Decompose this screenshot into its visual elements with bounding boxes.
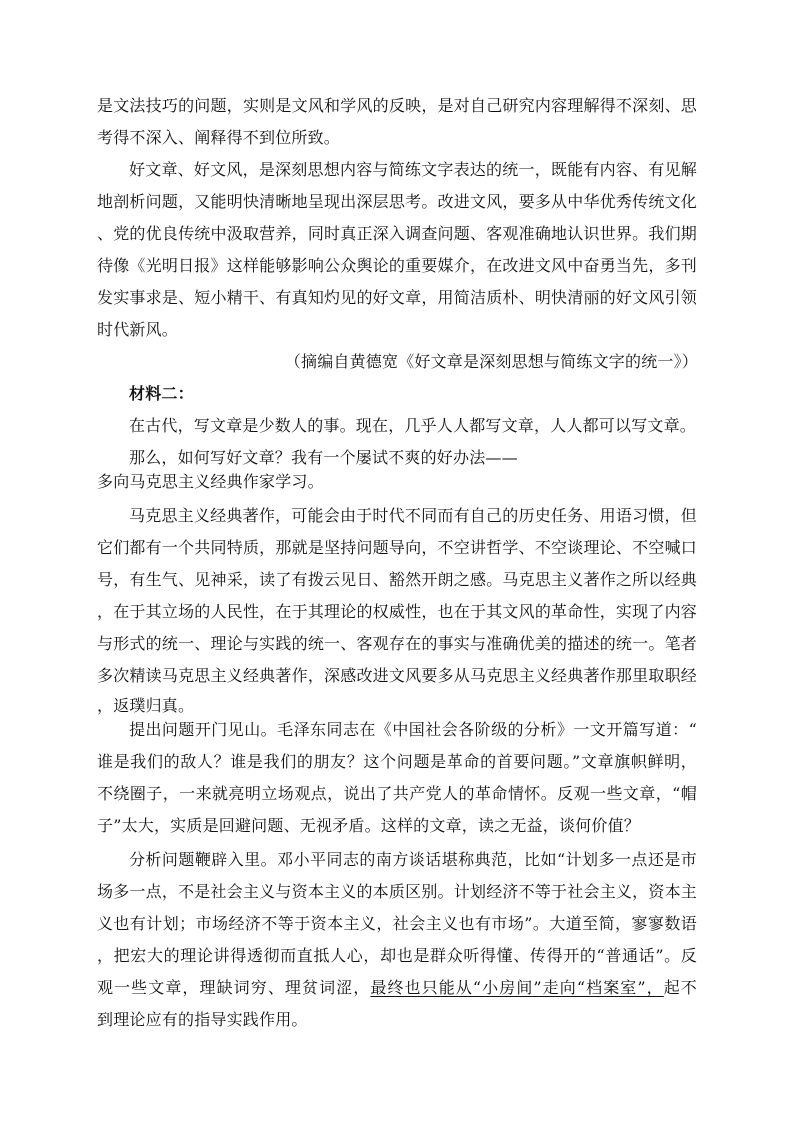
paragraph-line: 它们都有一个共同特质，那就是坚持问题导向，不空讲哲学、不空谈理论、不空喊口	[97, 538, 697, 557]
line-text: 观一些文章，理缺词穷、理贫词涩，	[97, 978, 371, 997]
paragraph-line: 地剖析问题，又能明快清晰地呈现出深层思考。改进文风，要多从中华优秀传统文化	[97, 192, 697, 211]
paragraph-line: 不绕圈子，一来就亮明立场观点，说出了共产党人的革命情怀。反观一些文章，“帽	[97, 784, 697, 803]
paragraph-line: 号，有生气、见神采，读了有拨云见日、豁然开朗之感。马克思主义著作之所以经典	[97, 570, 697, 589]
paragraph-line: ，把宏大的理论讲得透彻而直抵人心，却也是群众听得懂、传得开的“普通话”。反	[97, 946, 697, 965]
paragraph-line: 时代新风。	[97, 320, 179, 339]
paragraph-line: 马克思主义经典著作，可能会由于时代不同而有自己的历史任务、用语习惯，但	[129, 506, 697, 525]
paragraph-line: 与形式的统一、理论与实践的统一、客观存在的事实与准确优美的描述的统一。笔者	[97, 634, 697, 653]
paragraph-line: 好文章、好文风，是深刻思想内容与简练文字表达的统一，既能有内容、有见解	[129, 160, 697, 179]
line-text: 起不	[663, 978, 698, 997]
paragraph-line: 子”太大，实质是回避问题、无视矛盾。这样的文章，读之无益，谈何价值？	[97, 816, 640, 835]
paragraph-line: ，返璞归真。	[97, 696, 195, 715]
paragraph-line: 那么，如何写好文章？我有一个屡试不爽的好办法——	[129, 448, 518, 467]
paragraph-line: 提出问题开门见山。毛泽东同志在《中国社会各阶级的分析》一文开篇写道：“	[129, 720, 697, 739]
paragraph-line: 分析问题鞭辟入里。邓小平同志的南方谈话堪称典范，比如“计划多一点还是市	[129, 850, 697, 869]
paragraph-line: ，在于其立场的人民性，在于其理论的权威性，也在于其文风的革命性，实现了内容	[97, 602, 697, 621]
underlined-text: 最终也只能从“小房间”走向“档案室”，	[370, 978, 664, 997]
paragraph-line: 是文法技巧的问题，实则是文风和学风的反映，是对自己研究内容理解得不深刻、思	[97, 96, 697, 115]
paragraph-line: 待像《光明日报》这样能够影响公众舆论的重要媒介，在改进文风中奋勇当先，多刊	[97, 256, 697, 275]
paragraph-line: 、党的优良传统中汲取营养，同时真正深入调查问题、客观准确地认识世界。我们期	[97, 224, 697, 243]
paragraph-line: 场多一点，不是社会主义与资本主义的本质区别。计划经济不等于社会主义，资本主	[97, 882, 697, 901]
paragraph-line: 在古代，写文章是少数人的事。现在，几乎人人都写文章，人人都可以写文章。	[129, 416, 697, 435]
paragraph-line: 义也有计划；市场经济不等于资本主义，社会主义也有市场”。大道至简，寥寥数语	[97, 914, 697, 933]
paragraph-line: 发实事求是、短小精干、有真知灼见的好文章，用简洁质朴、明快清丽的好文风引领	[97, 288, 697, 307]
paragraph-line	[97, 978, 697, 998]
section-heading: 材料二：	[129, 384, 194, 403]
paragraph-line: 多次精读马克思主义经典著作，深感改进文风要多从马克思主义经典著作那里取职经	[97, 666, 697, 685]
paragraph-line: 多向马克思主义经典作家学习。	[97, 472, 324, 491]
paragraph-line: 到理论应有的指导实践作用。	[97, 1010, 308, 1029]
paragraph-line: 谁是我们的敌人？谁是我们的朋友？这个问题是革命的首要问题。”文章旗帜鲜明，	[97, 752, 697, 771]
source-citation: （摘编自黄德宽《好文章是深刻思想与简练文字的统一》）	[284, 352, 698, 371]
paragraph-line: 考得不深入、阐释得不到位所致。	[97, 128, 341, 147]
